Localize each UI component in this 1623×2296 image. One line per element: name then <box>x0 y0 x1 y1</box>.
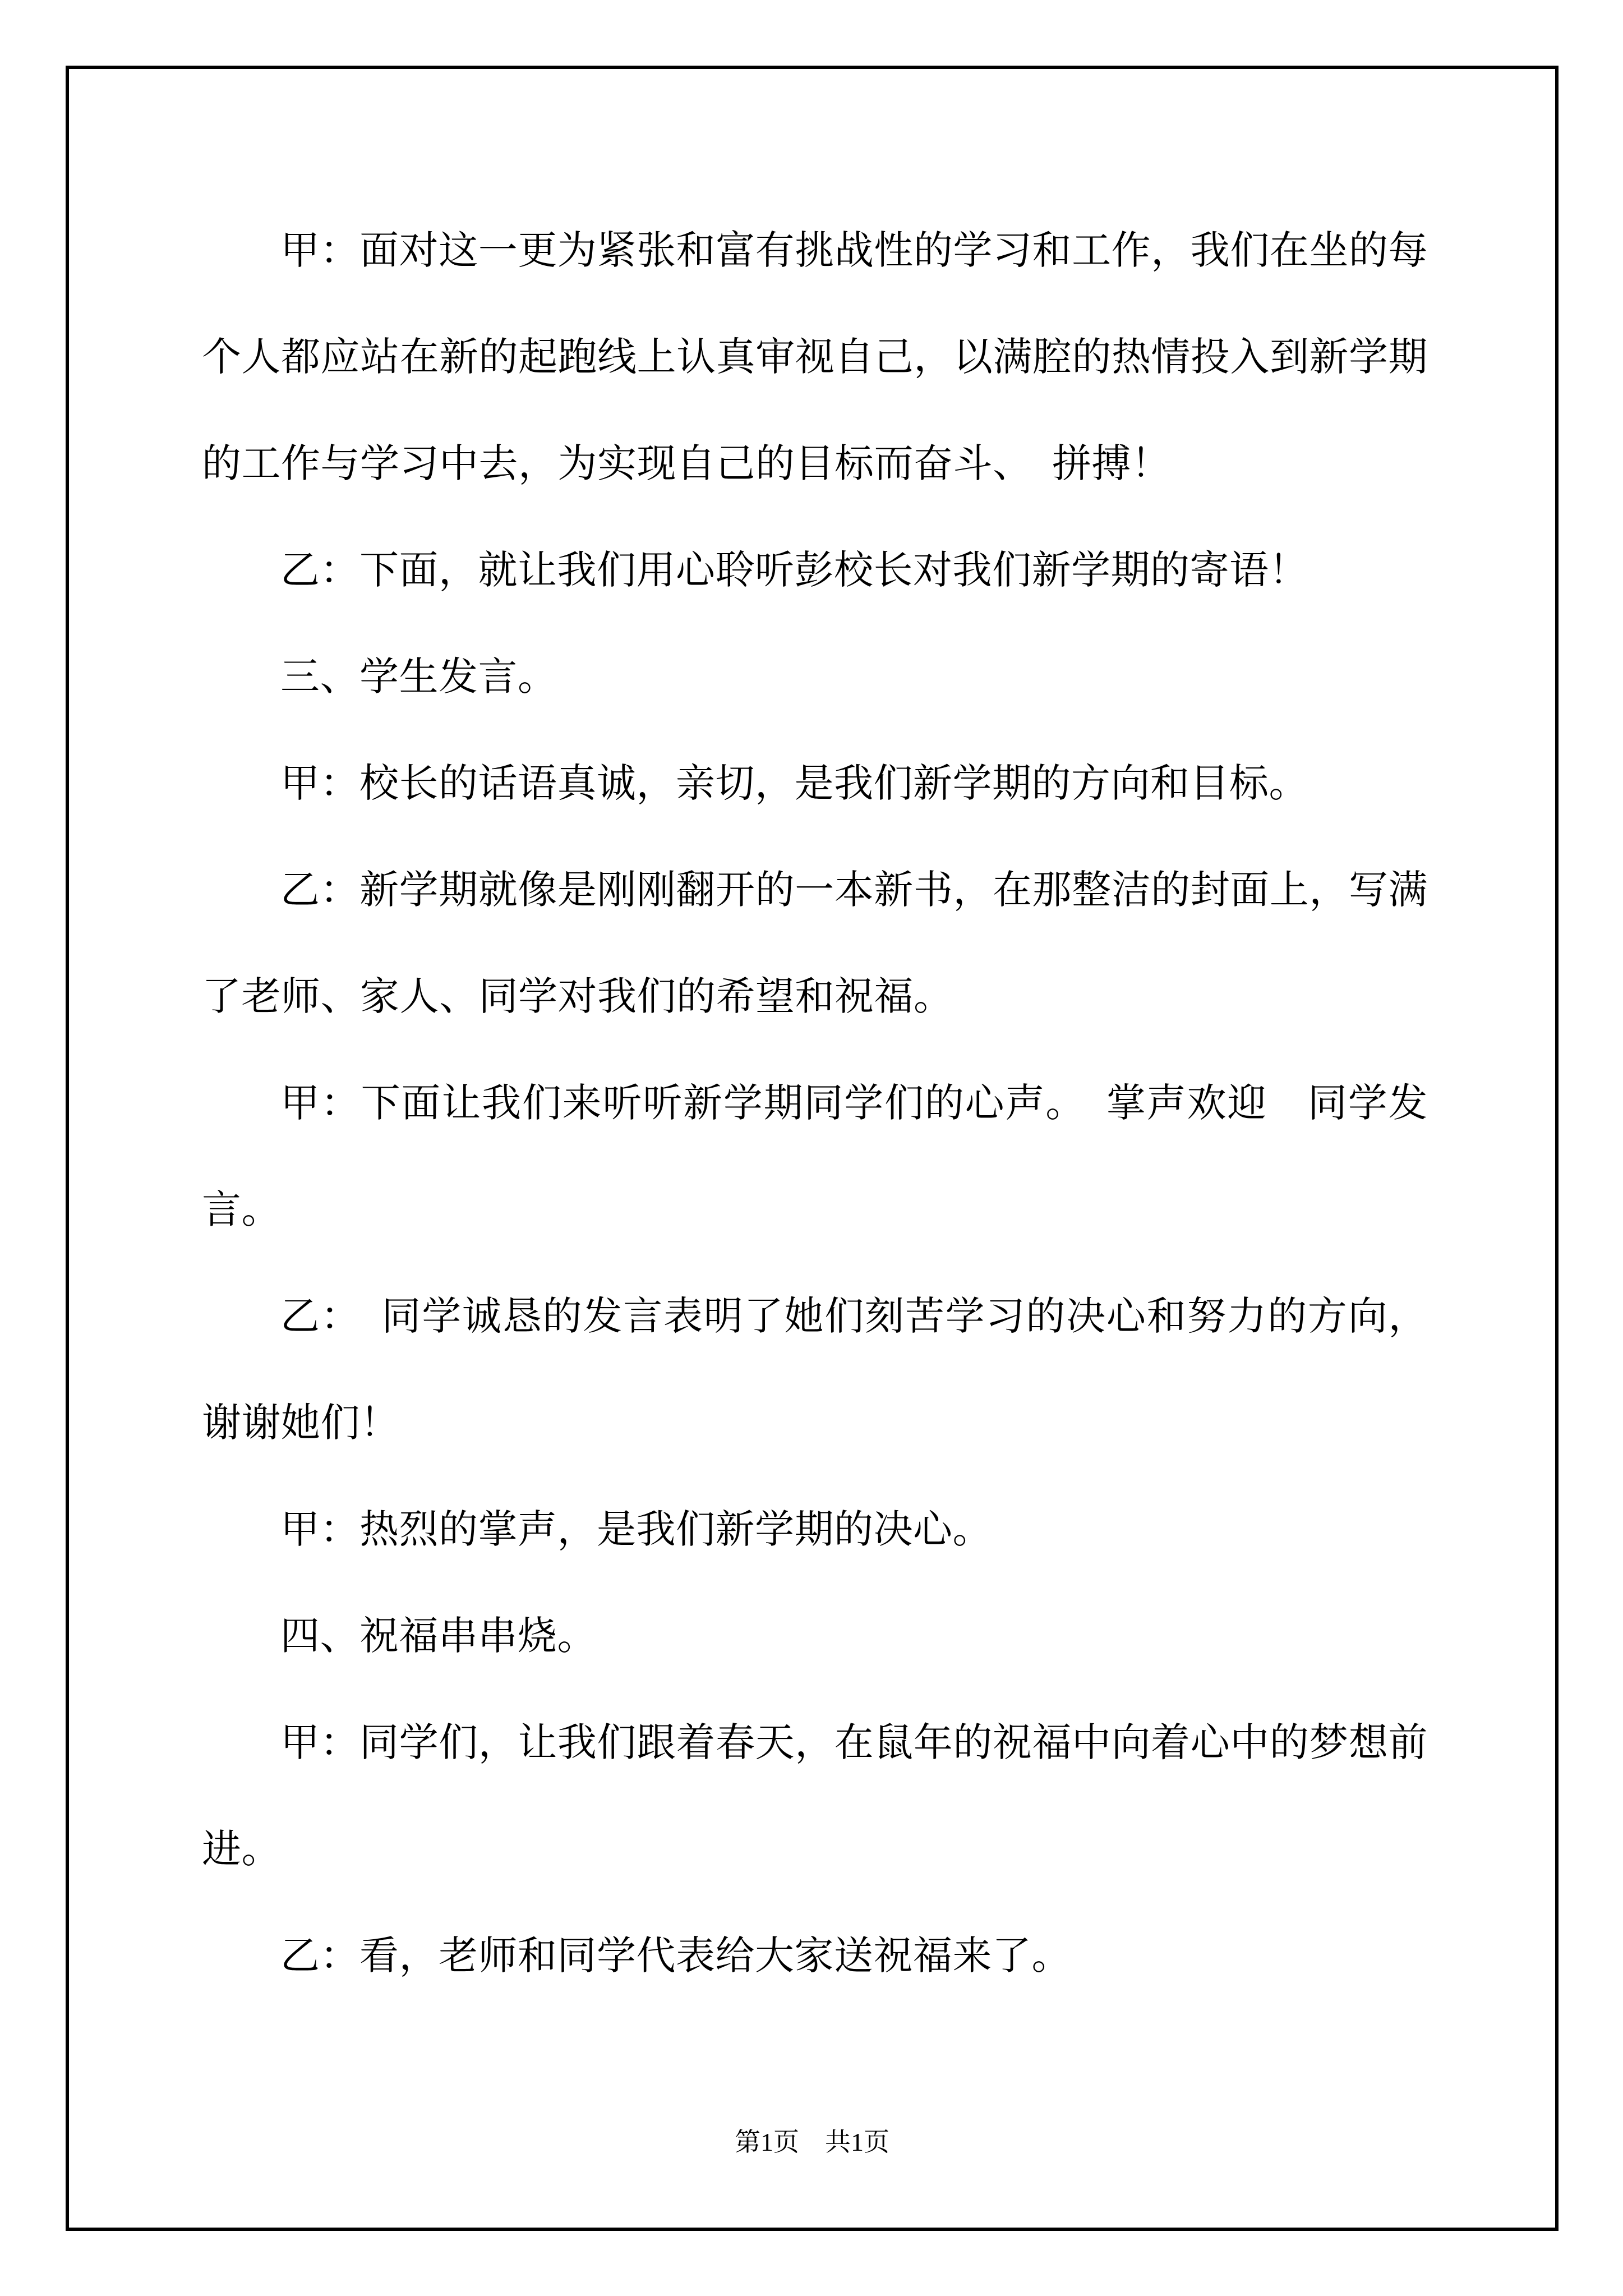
document-body <box>202 198 1428 2010</box>
paragraph: 甲：热烈的掌声，是我们新学期的决心。 <box>280 1508 992 1552</box>
page-number-text: 第1页 共1页 <box>735 2128 889 2156</box>
paragraph: 三、学生发言。 <box>280 656 557 699</box>
paragraph: 乙：看，老师和同学代表给大家送祝福来了。 <box>280 1935 1071 1978</box>
paragraph: 四、祝福串串烧。 <box>280 1615 597 1658</box>
paragraph: 乙： 同学诚恳的发言表明了她们刻苦学习的决心和努力的方向，谢谢她们！ <box>202 1295 1428 1445</box>
paragraph: 乙：新学期就像是刚刚翻开的一本新书，在那整洁的封面上，写满了老师、家人、同学对我们的希望和祝福。 <box>202 869 1428 1019</box>
paragraph: 甲：面对这一更为紧张和富有挑战性的学习和工作，我们在坐的每个人都应站在新的起跑线上认真审视自己，以满腔的热情投入到新学期的工作与学习中去，为实现自己的目标而奋斗、 拼搏！ <box>202 229 1428 486</box>
paragraph: 乙：下面，就让我们用心聆听彭校长对我们新学期的寄语！ <box>280 549 1308 592</box>
paragraph: 甲：下面让我们来听听新学期同学们的心声。 掌声欢迎 同学发言。 <box>202 1082 1428 1232</box>
page-footer <box>66 2125 1559 2160</box>
paragraph: 甲：校长的话语真诚，亲切，是我们新学期的方向和目标。 <box>280 762 1308 806</box>
paragraph: 甲：同学们，让我们跟着春天，在鼠年的祝福中向着心中的梦想前进。 <box>202 1722 1428 1871</box>
